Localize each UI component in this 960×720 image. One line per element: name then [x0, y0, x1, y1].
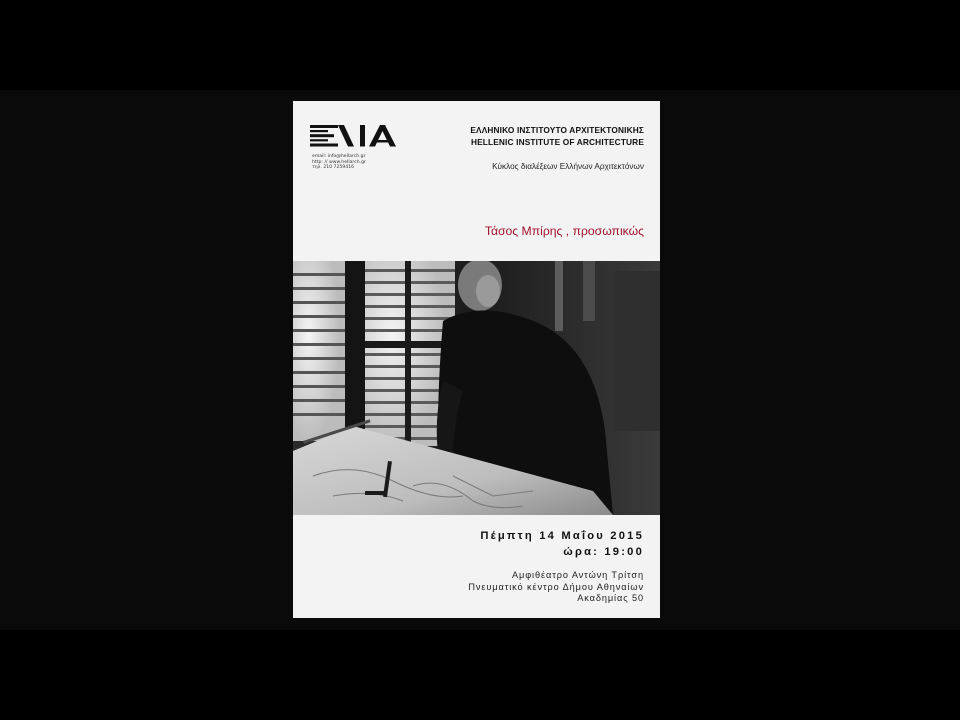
contact-details	[312, 154, 366, 171]
contact-email: email: info@hellarch.gr	[312, 154, 366, 159]
contact-phone: τηλ. 210 7259416	[312, 165, 355, 170]
institute-name-greek: ΕΛΛΗΝΙΚΟ ΙΝΣΤΙΤΟΥΤΟ ΑΡΧΙΤΕΚΤΟΝΙΚΗΣ	[470, 125, 644, 135]
event-time: ώρα: 19:00	[563, 546, 644, 558]
venue-line-3: Ακαδημίας 50	[577, 593, 644, 603]
architect-photo	[293, 261, 660, 515]
venue-line-2: Πνευματικό κέντρο Δήμου Αθηναίων	[468, 582, 644, 592]
institute-name-english: HELLENIC INSTITUTE OF ARCHITECTURE	[470, 137, 644, 147]
lecture-series: Κύκλος διαλέξεων Ελλήνων Αρχιτεκτόνων	[492, 162, 644, 171]
event-date: Πέμπτη 14 Μαΐου 2015	[480, 530, 644, 542]
hia-logo-icon	[310, 125, 400, 147]
venue-line-1: Αμφιθέατρο Αντώνη Τρίτση	[511, 570, 644, 580]
event-poster	[293, 101, 660, 618]
poster-title: Τάσος Μπίρης , προσωπικώς	[484, 224, 644, 238]
contact-web: http: // www.hellarch.gr	[312, 159, 366, 165]
